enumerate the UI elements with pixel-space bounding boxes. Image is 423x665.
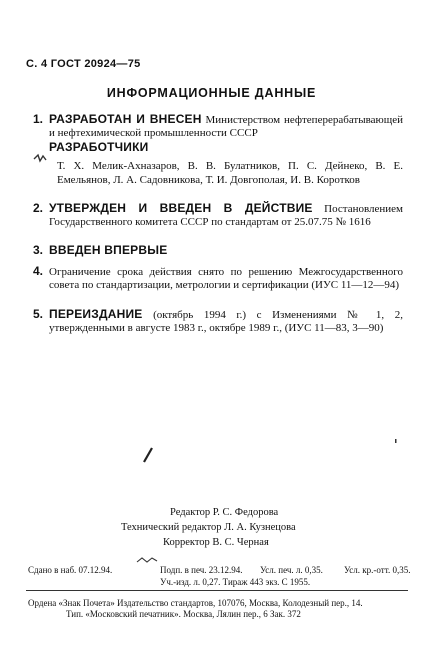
info-item-1 (33, 113, 403, 140)
imprint-print-sheets: Усл. печ. л. 0,35. (260, 565, 323, 575)
publisher-line: Ордена «Знак Почета» Издательство стандартов, 107076, Москва, Колодезный пер., 14. (28, 598, 363, 608)
imprint-signed: Подп. в печ. 23.12.94. (160, 565, 243, 575)
item-text: Ограничение срока действия снято по решению Межгосударственного совета по стандартизации, метрологии и сертификации (ИУС 11—12—94) (49, 266, 403, 291)
scribble-mark (33, 153, 47, 163)
developers-heading: РАЗРАБОТЧИКИ (49, 140, 149, 154)
item-lead: ВВЕДЕН ВПЕРВЫЕ (49, 243, 168, 257)
ink-dot-mark (394, 438, 398, 444)
item-text: Постановлением Государственного комитета СССР по стандартам от 25.07.75 № 1616 (49, 203, 403, 228)
item-number: 5. (33, 307, 44, 321)
info-item-5 (33, 308, 403, 335)
tech-editor-line: Технический редактор Л. А. Кузнецова (121, 522, 296, 533)
editor-line: Редактор Р. С. Федорова (170, 507, 279, 518)
corrector-line: Корректор В. С. Черная (163, 537, 269, 548)
page-title: ИНФОРМАЦИОННЫЕ ДАННЫЕ (106, 86, 317, 100)
item-number: 3. (33, 243, 44, 257)
developers-list: Т. Х. Мелик-Ахназаров, В. В. Булатников, П. С. Дейнеко, В. Е. Емельянов, Л. А. Садовникова, Т. И. Довгополая, И. В. Коротков (57, 160, 403, 186)
item-number: 2. (33, 201, 44, 215)
divider (26, 590, 408, 591)
ink-stroke-mark (142, 446, 154, 464)
item-number: 4. (33, 264, 44, 278)
item-lead: РАЗРАБОТАН И ВНЕСЕН (49, 112, 202, 126)
item-lead: УТВЕРЖДЕН И ВВЕДЕН В ДЕЙСТВИЕ (49, 201, 313, 215)
imprint-color-prints: Усл. кр.-отт. 0,35. (344, 565, 411, 575)
info-item-2 (33, 202, 403, 229)
item-lead: ПЕРЕИЗДАНИЕ (49, 307, 143, 321)
info-item-3 (33, 244, 403, 258)
info-item-4 (33, 265, 403, 292)
page-header: С. 4 ГОСТ 20924—75 (26, 58, 141, 70)
imprint-sent: Сдано в наб. 07.12.94. (28, 565, 113, 575)
item-number: 1. (33, 112, 44, 126)
signature-mark (136, 555, 158, 565)
imprint-edition: Уч.-изд. л. 0,27. Тираж 443 экз. С 1955. (160, 577, 311, 587)
printer-line: Тип. «Московский печатник». Москва, Лялин пер., 6 Зак. 372 (66, 609, 301, 619)
item-text: (октябрь 1994 г.) с Изменениями № 1, 2, утвержденными в августе 1983 г., октябре 1989 г., (ИУС 11—83, 3—90) (49, 309, 403, 334)
item-text: Министерством нефтеперерабатывающей и нефтехимической промышленности СССР (49, 114, 403, 139)
